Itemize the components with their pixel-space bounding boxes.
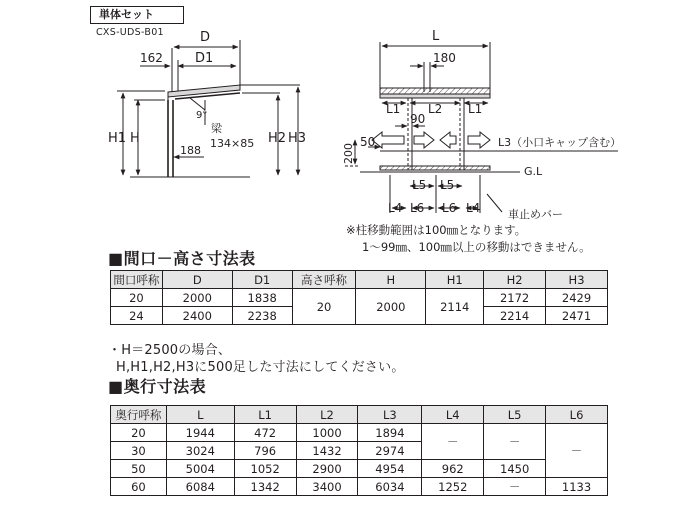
dim-h: H [130, 131, 140, 146]
cell-l1: 1052 [234, 460, 296, 478]
header-cell: L4 [422, 406, 484, 424]
wheel-stop-label: 車止めバー [508, 208, 563, 221]
ground-level: G.L [524, 165, 543, 178]
cell-l3: 2974 [358, 442, 422, 460]
header-cell: L3 [358, 406, 422, 424]
dim-l3: L3（小口キャップ含む） [498, 136, 622, 149]
header-cell: L6 [546, 406, 608, 424]
cell-l6: － [546, 424, 608, 478]
cell-d: 2000 [162, 289, 232, 307]
beam-label: 梁 [211, 122, 222, 135]
front-view-diagram [345, 42, 618, 213]
frontage-height-table [110, 270, 608, 325]
depth-table-title: ■奥行寸法表 [108, 377, 207, 396]
cell-l3: 4954 [358, 460, 422, 478]
dim-l4-right: L4 [466, 201, 481, 215]
cell-h1: 2114 [426, 289, 484, 325]
cell-l: 1944 [166, 424, 234, 442]
cell-depth: 20 [111, 424, 167, 442]
header-cell: H1 [426, 271, 484, 289]
cell-frontage: 20 [111, 289, 163, 307]
cell-l5: － [484, 424, 546, 460]
cell-depth: 50 [111, 460, 167, 478]
dim-162: 162 [140, 51, 163, 65]
table-row [111, 289, 608, 307]
header-cell: L1 [234, 406, 296, 424]
cell-l: 6084 [166, 478, 234, 496]
dim-l6-left: L6 [410, 201, 425, 215]
cell-l2: 3400 [296, 478, 358, 496]
post-move-note: ※柱移動範囲は100㎜となります。 [346, 223, 527, 237]
table-header-row [111, 406, 608, 424]
header-cell: L5 [484, 406, 546, 424]
cell-depth: 30 [111, 442, 167, 460]
cell-l5: － [484, 478, 546, 496]
dim-l1-right: L1 [468, 102, 483, 116]
depth-table [110, 405, 608, 496]
table-row [111, 478, 608, 496]
dim-l1-left: L1 [386, 102, 401, 116]
dim-l2: L2 [428, 102, 443, 116]
cell-d1: 1838 [232, 289, 292, 307]
dim-l5-right: L5 [440, 178, 455, 192]
header-cell: D1 [232, 271, 292, 289]
roof-angle: 9° [196, 110, 208, 121]
cell-l6: 1133 [546, 478, 608, 496]
table-row [111, 460, 608, 478]
dim-l: L [432, 29, 440, 44]
height-note-line1: ・H＝2500の場合、 [108, 343, 232, 358]
product-code: CXS-UDS-B01 [96, 27, 164, 38]
height-note-line2: H,H1,H2,H3に500足した寸法にしてください。 [116, 360, 405, 375]
cell-l5: 1450 [484, 460, 546, 478]
cell-l4: 1252 [422, 478, 484, 496]
dim-l5-left: L5 [412, 178, 427, 192]
cell-l2: 2900 [296, 460, 358, 478]
cell-h2: 2214 [484, 307, 546, 325]
dim-50: 50 [360, 135, 376, 149]
table-header-row [111, 271, 608, 289]
cell-d: 2400 [162, 307, 232, 325]
header-cell: 間口呼称 [111, 271, 163, 289]
set-type-tag: 単体セット [90, 6, 184, 24]
cell-l1: 1342 [234, 478, 296, 496]
dim-l4-left: L4 [388, 201, 403, 215]
cell-l4: － [422, 424, 484, 460]
cell-frontage: 24 [111, 307, 163, 325]
header-cell: 奥行呼称 [111, 406, 167, 424]
post-move-note-2: 1～99㎜、100㎜以上の移動はできません。 [362, 240, 591, 254]
dim-h1: H1 [108, 131, 127, 146]
dim-l6-right: L6 [442, 201, 457, 215]
cell-l2: 1432 [296, 442, 358, 460]
cell-l3: 6034 [358, 478, 422, 496]
header-cell: L [166, 406, 234, 424]
cell-l: 3024 [166, 442, 234, 460]
cell-l3: 1894 [358, 424, 422, 442]
cell-h2: 2172 [484, 289, 546, 307]
cell-l4: 962 [422, 460, 484, 478]
cell-height: 20 [292, 289, 356, 325]
cell-depth: 60 [111, 478, 167, 496]
cell-l1: 472 [234, 424, 296, 442]
cell-l1: 796 [234, 442, 296, 460]
cell-d1: 2238 [232, 307, 292, 325]
header-cell: H [356, 271, 426, 289]
cell-h3: 2471 [546, 307, 608, 325]
table-row [111, 424, 608, 442]
cell-l: 5004 [166, 460, 234, 478]
dim-h2: H2 [268, 131, 287, 146]
dim-180: 180 [433, 51, 456, 65]
cell-h: 2000 [356, 289, 426, 325]
dimension-diagram [0, 0, 700, 245]
header-cell: 高さ呼称 [292, 271, 356, 289]
dim-200: 200 [342, 143, 355, 164]
cell-h3: 2429 [546, 289, 608, 307]
header-cell: L2 [296, 406, 358, 424]
header-cell: H3 [546, 271, 608, 289]
beam-size: 134×85 [210, 137, 255, 150]
header-cell: H2 [484, 271, 546, 289]
cell-l2: 1000 [296, 424, 358, 442]
dim-188: 188 [180, 144, 201, 157]
dim-d1: D1 [195, 51, 214, 66]
dim-90: 90 [410, 112, 426, 126]
header-cell: D [162, 271, 232, 289]
dim-d: D [200, 30, 211, 45]
dim-h3: H3 [288, 131, 307, 146]
frontage-height-table-title: ■間口－高さ寸法表 [108, 249, 256, 268]
